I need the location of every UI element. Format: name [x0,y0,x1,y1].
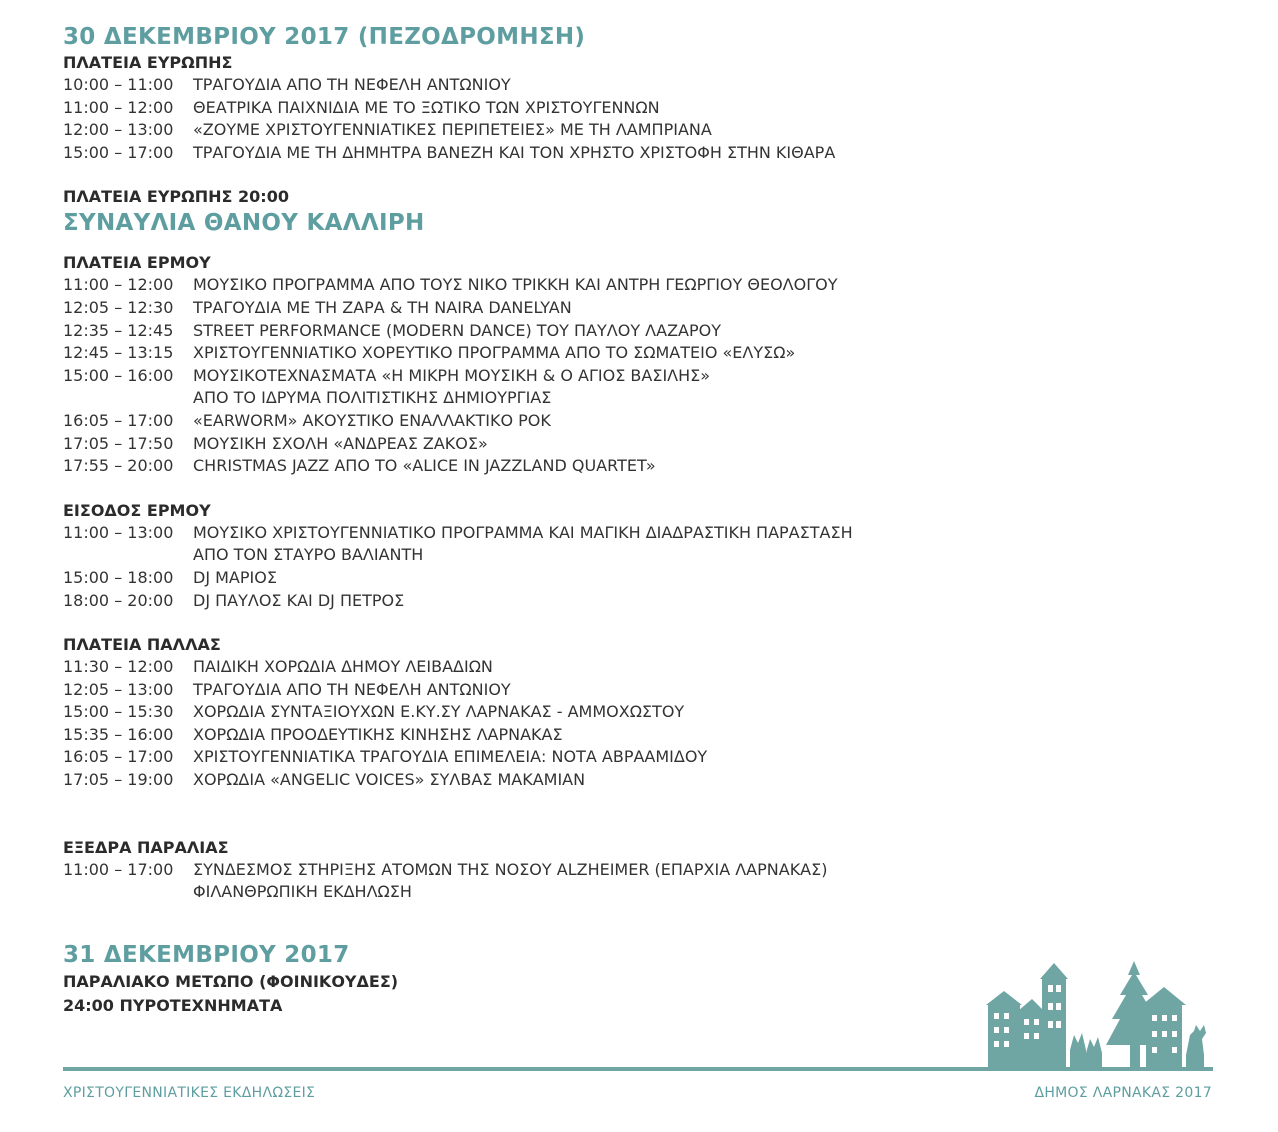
event-row [63,679,1243,702]
event-row [63,274,1243,297]
event-description: ΠΑΙΔΙΚΗ ΧΟΡΩΔΙΑ ΔΗΜΟΥ ΛΕΙΒΑΔΙΩΝ [193,657,493,677]
event-description: ΧΡΙΣΤΟΥΓΕΝΝΙΑΤΙΚΟ ΧΟΡΕΥΤΙΚΟ ΠΡΟΓΡΑΜΜΑ ΑΠΟ ΤΟ ΣΩΜΑΤΕΙΟ «ΕΛΥΣΩ» [193,343,796,363]
fireworks-event: 24:00 ΠΥΡΟΤΕΧΝΗΜΑΤΑ [63,995,283,1015]
day1-heading: 30 ΔΕΚΕΜΒΡΙΟΥ 2017 (ΠΕΖΟΔΡΟΜΗΣΗ) [63,24,586,50]
venue-title: ΠΛΑΤΕΙΑ ΕΥΡΩΠΗΣ [63,53,233,72]
footer-title: ΧΡΙΣΤΟΥΓΕΝΝΙΑΤΙΚΕΣ ΕΚΔΗΛΩΣΕΙΣ [63,1085,316,1101]
event-time: 15:00 – 16:00 [63,365,174,385]
event-time: 12:35 – 12:45 [63,320,174,340]
section-eisodos-ermou [63,500,1243,612]
event-description: ΤΡΑΓΟΥΔΙΑ ΑΠΟ ΤΗ ΝΕΦΕΛΗ ΑΝΤΩΝΙΟΥ [193,75,511,94]
event-time: 17:05 – 19:00 [63,770,174,790]
event-time: 15:00 – 18:00 [63,567,174,587]
event-row [63,746,1243,769]
concert-venue: ΠΛΑΤΕΙΑ ΕΥΡΩΠΗΣ 20:00 [63,187,289,207]
section-plateia-evropis [63,52,1243,164]
event-description: ΤΡΑΓΟΥΔΙΑ ΜΕ ΤΗ ΔΗΜΗΤΡΑ ΒΑΝΕΖΗ ΚΑΙ ΤΟΝ ΧΡΗΣΤΟ ΧΡΙΣΤΟΦΗ ΣΤΗΝ ΚΙΘΑΡΑ [193,142,836,162]
event-time: 11:00 – 12:00 [63,275,174,295]
event-time: 12:45 – 13:15 [63,343,174,363]
event-row [63,724,1243,747]
footer-divider [63,1067,1213,1071]
event-description: ΤΡΑΓΟΥΔΙΑ ΜΕ ΤΗ ΖΑΡΑ & ΤΗ ΝΑΙRA DANELYAN [193,297,572,317]
event-time: 15:00 – 15:30 [63,702,174,722]
event-description: DJ ΠΑΥΛΟΣ ΚΑΙ DJ ΠΕΤΡΟΣ [193,590,405,610]
event-row [63,656,1243,679]
event-description: STREET PERFORMANCE (MODERN DANCE) ΤΟΥ ΠΑΥΛΟΥ ΛΑΖΑΡΟΥ [193,320,721,340]
concert-title: ΣΥΝΑΥΛΙΑ ΘΑΝΟΥ ΚΑΛΛΙΡΗ [63,210,425,237]
event-list [63,74,1243,164]
section-exedra-paralias [63,837,1243,904]
event-time: 15:00 – 17:00 [63,142,174,162]
event-description: ΘΕΑΤΡΙΚΑ ΠΑΙΧΝΙΔΙΑ ΜΕ ΤΟ ΞΩΤΙΚΟ ΤΩΝ ΧΡΙΣΤΟΥΓΕΝΝΩΝ [193,97,660,117]
event-time: 12:05 – 12:30 [63,297,174,317]
event-row [63,701,1243,724]
event-description: ΧΟΡΩΔΙΑ «ANGELIC VOICES» ΣΥΛΒΑΣ ΜΑΚΑΜΙΑΝ [193,770,586,790]
event-time: 10:00 – 11:00 [63,75,174,94]
event-time: 15:35 – 16:00 [63,724,174,744]
event-row [63,297,1243,320]
event-description: DJ ΜΑΡΙΟΣ [193,567,277,587]
event-description: ΧΟΡΩΔΙΑ ΣΥΝΤΑΞΙΟΥΧΩΝ Ε.ΚΥ.ΣΥ ΛΑΡΝΑΚΑΣ - ΑΜΜΟΧΩΣΤΟΥ [193,702,685,722]
event-description-continued: ΦΙΛΑΝΘΡΩΠΙΚΗ ΕΚΔΗΛΩΣΗ [193,882,412,902]
event-description: «EARWORM» ΑΚΟΥΣΤΙΚΟ ΕΝΑΛΛΑΚΤΙΚΟ ΡΟΚ [193,410,551,430]
event-description: CHRISTMAS JAZZ ΑΠΟ ΤΟ «ALICE IN JAZZLAND QUARTET» [193,456,656,476]
event-time: 17:55 – 20:00 [63,456,174,476]
event-row [63,119,1243,142]
event-description: ΧΟΡΩΔΙΑ ΠΡΟΟΔΕΥΤΙΚΗΣ ΚΙΝΗΣΗΣ ΛΑΡΝΑΚΑΣ [193,724,563,744]
venue-title: ΠΛΑΤΕΙΑ ΕΡΜΟΥ [63,253,211,273]
event-description: ΜΟΥΣΙΚΟΤΕΧΝΑΣΜΑΤΑ «Η ΜΙΚΡΗ ΜΟΥΣΙΚΗ & Ο ΑΓΙΟΣ ΒΑΣΙΛΗΣ» [193,365,711,385]
event-time: 17:05 – 17:50 [63,433,174,453]
event-row [63,433,1243,456]
section-concert [63,186,1243,238]
venue-title: ΕΞΕΔΡΑ ΠΑΡΑΛΙΑΣ [63,837,229,857]
event-list [63,274,1243,477]
section-plateia-pallas [63,634,1243,792]
event-row [63,142,1243,165]
event-time: 11:00 – 17:00 [63,859,174,879]
fireworks-venue: ΠΑΡΑΛΙΑΚΟ ΜΕΤΩΠΟ (ΦΟΙΝΙΚΟΥΔΕΣ) [63,971,399,991]
event-description: ΣΥΝΔΕΣΜΟΣ ΣΤΗΡΙΞΗΣ ΑΤΟΜΩΝ ΤΗΣ ΝΟΣΟΥ ALZHEIMER (ΕΠΑΡΧΙΑ ΛΑΡΝΑΚΑΣ) [193,859,828,879]
event-time: 18:00 – 20:00 [63,590,174,610]
event-row [63,74,1243,97]
event-time: 11:30 – 12:00 [63,657,174,677]
event-time: 16:05 – 17:00 [63,747,174,767]
event-list [63,859,1243,904]
event-description: ΧΡΙΣΤΟΥΓΕΝΝΙΑΤΙΚΑ ΤΡΑΓΟΥΔΙΑ ΕΠΙΜΕΛΕΙΑ: ΝΟΤΑ ΑΒΡΑΑΜΙΔΟΥ [193,747,708,767]
event-list [63,656,1243,792]
event-list [63,522,1243,612]
event-description-continued: ΑΠΟ ΤΟ ΙΔΡΥΜΑ ΠΟΛΙΤΙΣΤΙΚΗΣ ΔΗΜΙΟΥΡΓΙΑΣ [193,388,552,408]
event-row [63,455,1243,478]
event-row [63,320,1243,343]
venue-title: ΕΙΣΟΔΟΣ ΕΡΜΟΥ [63,500,211,520]
event-row [63,342,1243,365]
event-description: ΜΟΥΣΙΚΟ ΧΡΙΣΤΟΥΓΕΝΝΙΑΤΙΚΟ ΠΡΟΓΡΑΜΜΑ ΚΑΙ ΜΑΓΙΚΗ ΔΙΑΔΡΑΣΤΙΚΗ ΠΑΡΑΣΤΑΣΗ [193,522,853,542]
event-time: 11:00 – 12:00 [63,97,174,117]
event-time: 12:05 – 13:00 [63,679,174,699]
event-row [63,590,1243,613]
event-description-continued: ΑΠΟ ΤΟΝ ΣΤΑΥΡΟ ΒΑΛΙΑΝΤΗ [193,545,424,565]
program-content [63,22,1243,1018]
event-time: 11:00 – 13:00 [63,522,174,542]
event-description: ΤΡΑΓΟΥΔΙΑ ΑΠΟ ΤΗ ΝΕΦΕΛΗ ΑΝΤΩΝΙΟΥ [193,679,511,699]
event-row [63,410,1243,433]
christmas-town-illustration [982,955,1217,1068]
event-row [63,859,1243,882]
event-time: 12:00 – 13:00 [63,120,174,140]
event-row [63,365,1243,388]
event-row [63,522,1243,545]
event-description: ΜΟΥΣΙΚΟ ΠΡΟΓΡΑΜΜΑ ΑΠΟ ΤΟΥΣ ΝΙΚΟ ΤΡΙΚΚΗ ΚΑΙ ΑΝΤΡΗ ΓΕΩΡΓΙΟΥ ΘΕΟΛΟΓΟΥ [193,275,838,295]
event-row [63,97,1243,120]
footer-publisher: ΔΗΜΟΣ ΛΑΡΝΑΚΑΣ 2017 [1034,1085,1212,1101]
event-time: 16:05 – 17:00 [63,410,174,430]
venue-title: ΠΛΑΤΕΙΑ ΠΑΛΛΑΣ [63,635,221,655]
event-description: «ΖΟΥΜΕ ΧΡΙΣΤΟΥΓΕΝΝΙΑΤΙΚΕΣ ΠΕΡΙΠΕΤΕΙΕΣ» ΜΕ ΤΗ ΛΑΜΠΡΙΑΝΑ [193,120,712,140]
event-row [63,567,1243,590]
event-description: ΜΟΥΣΙΚΗ ΣΧΟΛΗ «ΑΝΔΡΕΑΣ ΖΑΚΟΣ» [193,433,488,453]
day2-heading: 31 ΔΕΚΕΜΒΡΙΟΥ 2017 [63,941,350,968]
section-plateia-ermou [63,252,1243,477]
event-row [63,769,1243,792]
